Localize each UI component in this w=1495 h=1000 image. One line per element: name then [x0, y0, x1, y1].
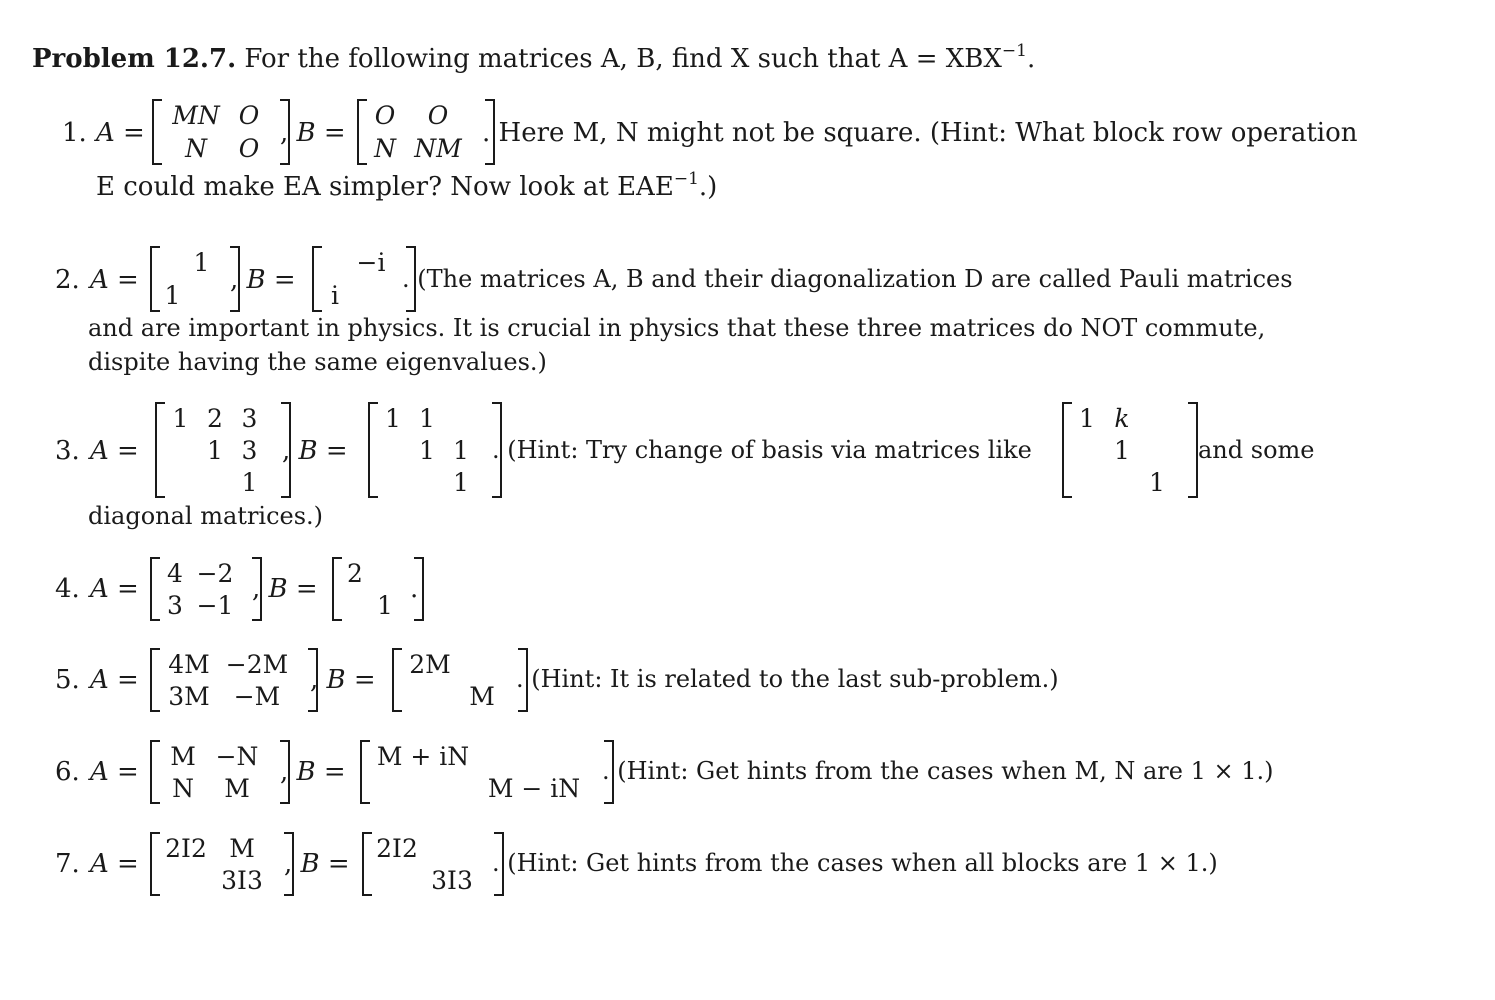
item-2-number: 2.	[55, 265, 80, 295]
item-6-A-eq: A =	[90, 757, 139, 787]
matrix-cell	[1070, 466, 1104, 498]
matrix-cell: −1	[196, 590, 234, 620]
matrix-cell: 3I3	[431, 865, 473, 895]
item-2-continuation-2: dispite having the same eigenvalues.)	[88, 348, 547, 376]
matrix-cell	[410, 466, 444, 498]
matrix-cell: O	[238, 101, 260, 130]
matrix-cell: 4	[167, 558, 183, 588]
item-2-text: . (The matrices A, B and their diagonalization D are called Pauli matrices	[402, 265, 1293, 293]
item-5-A-eq: A =	[90, 665, 139, 695]
matrix-cell: N	[172, 773, 194, 803]
item-4-A-eq: A =	[90, 574, 139, 604]
matrix-cell	[350, 279, 392, 312]
matrix-cell	[478, 740, 590, 772]
problem-label: Problem 12.7.	[32, 44, 237, 74]
item-7-A-eq: A =	[90, 849, 139, 879]
matrix-cell: MN	[172, 101, 220, 130]
matrix-cell: M	[224, 773, 250, 803]
matrix-cell: 1	[193, 248, 210, 277]
matrix-cell: −N	[215, 741, 259, 771]
matrix-cell	[368, 772, 478, 804]
problem-statement: For the following matrices A, B, find X such that A = XBX	[244, 44, 1002, 74]
matrix-cell	[444, 402, 478, 434]
item-3-number: 3.	[55, 436, 80, 466]
inverse-exponent: −1	[1001, 41, 1027, 61]
matrix-cell: −2M	[225, 649, 289, 679]
matrix-cell: 1	[419, 403, 435, 433]
item-2-continuation-1: and are important in physics. It is crucial in physics that these three matrices do NOT commute,	[88, 314, 1266, 342]
matrix-cell: 3	[241, 403, 258, 433]
matrix-cell: M + iN	[376, 741, 470, 771]
matrix-cell: 2I2	[165, 833, 207, 863]
matrix-cell	[158, 246, 187, 279]
matrix-cell: NM	[414, 134, 462, 163]
item-5-text: . (Hint: It is related to the last sub-problem.)	[516, 665, 1059, 693]
matrix-cell: −i	[356, 248, 386, 277]
item-3-text-2: and some	[1198, 436, 1315, 464]
matrix-cell: 1	[377, 590, 393, 620]
item-6-matrix-B	[360, 740, 614, 804]
item-3-matrix-B	[368, 402, 502, 498]
matrix-cell: 3	[241, 435, 258, 465]
item-6-matrix-A	[150, 740, 290, 804]
item-1-matrix-B	[357, 99, 495, 165]
problem-title: Problem 12.7. For the following matrices A, B, find X such that $A = XBX^{-1}$.	[32, 41, 1036, 74]
matrix-cell: 1	[241, 467, 258, 497]
matrix-cell	[198, 466, 232, 498]
matrix-cell: 1	[453, 467, 469, 497]
matrix-cell	[320, 246, 350, 279]
item-4-number: 4.	[55, 574, 80, 604]
matrix-cell: 1	[1079, 403, 1095, 433]
matrix-cell	[163, 466, 198, 498]
matrix-cell: N	[185, 134, 207, 163]
matrix-cell: 1	[207, 435, 223, 465]
item-2-matrix-B	[312, 246, 416, 312]
item-6-text: . (Hint: Get hints from the cases when M, N are 1 × 1.)	[602, 757, 1274, 785]
matrix-cell: M	[469, 681, 495, 711]
item-5-matrix-B	[392, 648, 528, 712]
item-1-number: 1.	[62, 118, 87, 148]
item-5-matrix-A	[150, 648, 318, 712]
matrix-cell: 2	[207, 403, 223, 433]
matrix-cell: 4M	[168, 649, 210, 679]
matrix-cell	[1140, 434, 1174, 466]
item-7-B-eq: , B =	[284, 849, 350, 879]
matrix-cell: O	[238, 134, 260, 163]
item-6-B-eq: , B =	[280, 757, 346, 787]
item-3-text: . (Hint: Try change of basis via matrices like	[492, 436, 1032, 464]
matrix-cell	[163, 434, 198, 466]
matrix-cell	[400, 680, 460, 712]
matrix-cell	[424, 832, 480, 864]
item-1-matrix-A	[152, 99, 290, 165]
matrix-cell	[340, 589, 370, 621]
item-2-B-eq: , B =	[230, 265, 296, 295]
matrix-cell: M	[229, 833, 255, 863]
item-1-B-eq: , B =	[280, 118, 346, 148]
item-7-text: . (Hint: Get hints from the cases when all blocks are 1 × 1.)	[492, 849, 1218, 877]
item-1-continuation: E could make EA simpler? Now look at $EAE^{-1}$.)	[96, 169, 718, 202]
matrix-cell: 1	[453, 435, 469, 465]
matrix-cell: 3I3	[221, 865, 263, 895]
matrix-cell	[1140, 402, 1174, 434]
item-4-matrix-A	[150, 557, 262, 621]
item-3-B-eq: , B =	[282, 436, 348, 466]
matrix-cell: N	[374, 134, 396, 163]
matrix-cell: 1	[385, 403, 401, 433]
item-3-matrix-A	[155, 402, 291, 498]
matrix-cell: 1	[164, 281, 181, 310]
matrix-cell: 2M	[409, 649, 451, 679]
matrix-cell	[370, 864, 424, 896]
matrix-cell: −M	[233, 681, 281, 711]
matrix-cell	[1070, 434, 1104, 466]
item-4-B-eq: , B =	[252, 574, 318, 604]
matrix-cell: 3	[167, 590, 183, 620]
matrix-cell	[158, 864, 214, 896]
matrix-cell	[376, 434, 410, 466]
matrix-cell: 1	[1114, 435, 1130, 465]
item-6-number: 6.	[55, 757, 80, 787]
item-3-A-eq: A =	[90, 436, 139, 466]
matrix-cell: 1	[419, 435, 435, 465]
item-7-matrix-A	[150, 832, 294, 896]
item-1-text: . Here M, N might not be square. (Hint: What block row operation	[482, 118, 1358, 148]
item-1-A-eq: A =	[96, 118, 145, 148]
matrix-cell: O	[374, 101, 396, 130]
matrix-cell: 2	[347, 558, 363, 588]
item-2-matrix-A	[150, 246, 240, 312]
matrix-cell: 2I2	[376, 833, 418, 863]
item-2-A-eq: A =	[90, 265, 139, 295]
matrix-cell: i	[331, 281, 339, 310]
item-3-continuation: diagonal matrices.)	[88, 502, 324, 530]
matrix-cell	[460, 648, 504, 680]
item-7-number: 7.	[55, 849, 80, 879]
matrix-cell: M − iN	[487, 773, 581, 803]
matrix-cell	[1104, 466, 1140, 498]
matrix-cell: 3M	[168, 681, 210, 711]
item-4-text: .	[410, 574, 419, 604]
item-5-number: 5.	[55, 665, 80, 695]
matrix-cell	[187, 279, 216, 312]
matrix-cell: O	[427, 101, 449, 130]
matrix-cell	[376, 466, 410, 498]
item-5-B-eq: , B =	[310, 665, 376, 695]
matrix-cell: k	[1114, 403, 1130, 433]
matrix-cell: 1	[172, 403, 189, 433]
matrix-cell: M	[170, 741, 196, 771]
item-7-matrix-B	[362, 832, 504, 896]
matrix-cell: 1	[1149, 467, 1165, 497]
matrix-cell: −2	[196, 558, 234, 588]
item-3-matrix-example	[1062, 402, 1198, 498]
matrix-cell	[370, 557, 400, 589]
